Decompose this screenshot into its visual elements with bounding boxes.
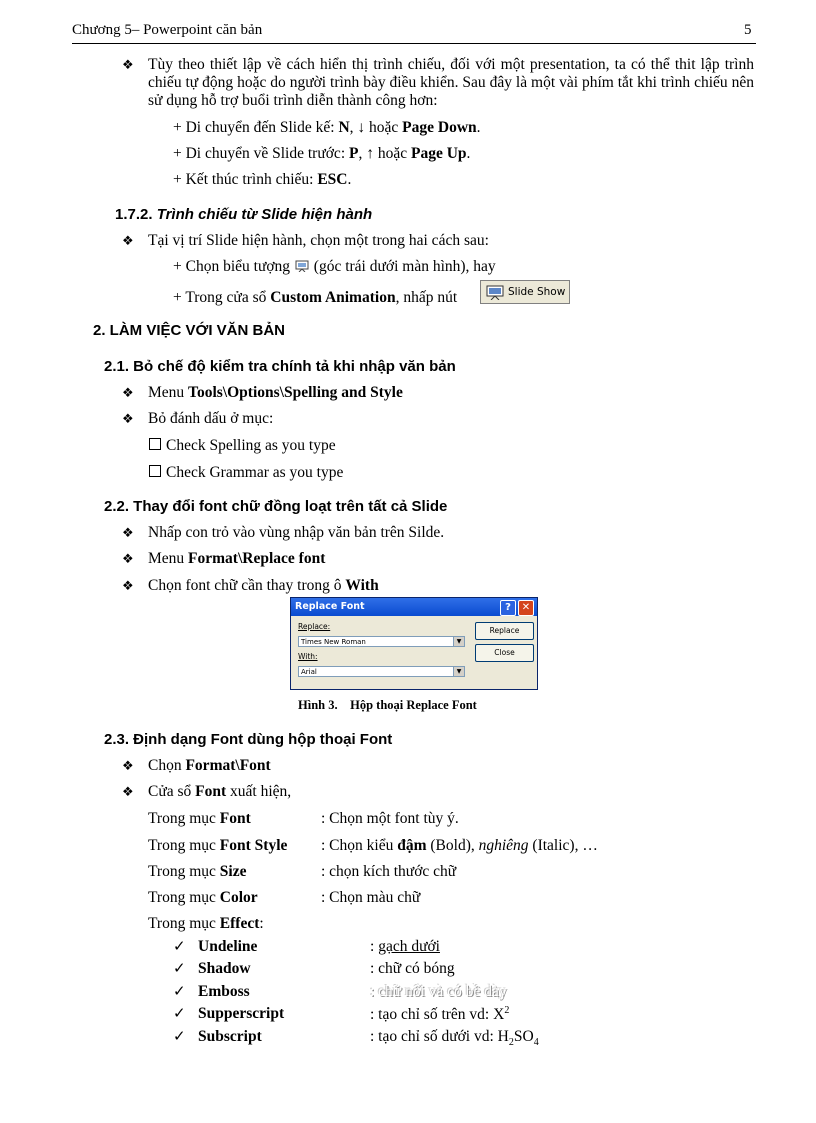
help-icon[interactable]: ? — [500, 600, 516, 616]
bullet-icon: ❖ — [122, 234, 134, 249]
with-select[interactable] — [298, 666, 465, 677]
uncheck-instruction: Bỏ đánh dấu ở mục: — [148, 410, 274, 427]
slideshow-icon — [295, 260, 309, 272]
slide-show-button-label: Slide Show — [508, 286, 566, 298]
bullet-icon: ❖ — [122, 526, 134, 541]
effect-superscript: Supperscript — [198, 1005, 285, 1022]
option-icon-line: + Chọn biểu tượng (góc trái dưới màn hình), hay — [173, 258, 496, 275]
effect-emboss-desc: : chữ nổi và có bề dày — [370, 983, 507, 1000]
close-button[interactable]: Close — [475, 644, 534, 662]
section-2-2-step2: Menu Format\Replace font — [148, 550, 326, 567]
header-rule — [72, 43, 756, 44]
page-number: 5 — [744, 22, 752, 38]
bullet-icon: ❖ — [122, 759, 134, 774]
option-button-line: + Trong cửa sổ Custom Animation, nhấp nút — [173, 289, 458, 306]
checkmark-icon: ✓ — [173, 959, 186, 977]
effect-undeline: Undeline — [198, 938, 258, 955]
effect-emboss: Emboss — [198, 983, 250, 1000]
size-row-desc: : chọn kích thước chữ — [321, 863, 457, 880]
checkbox-icon — [149, 465, 161, 477]
chevron-down-icon: ▼ — [453, 667, 464, 676]
font-style-row-desc: : Chọn kiểu đậm (Bold), nghiêng (Italic), … — [321, 837, 598, 854]
checkmark-icon: ✓ — [173, 1027, 186, 1045]
bullet-icon: ❖ — [122, 412, 134, 427]
checkmark-icon: ✓ — [173, 982, 186, 1000]
section-2-3-step1: Chọn Format\Font — [148, 757, 271, 774]
effect-subscript-desc: : tạo chỉ số dưới vd: $H_2SO_4$ — [370, 1028, 539, 1049]
effect-shadow-desc: : chữ có bóng — [370, 960, 455, 977]
color-row-desc: : Chọn màu chữ — [321, 889, 421, 906]
size-row-label: Trong mục Size — [148, 863, 247, 880]
close-icon[interactable]: ✕ — [518, 600, 534, 616]
check-spelling-item: Check Spelling as you type — [149, 437, 336, 455]
check-grammar-item: Check Grammar as you type — [149, 464, 343, 482]
section-1-7-2-heading: 1.7.2. Trình chiếu từ Slide hiện hành — [115, 206, 373, 223]
section-1-7-2-bullet: Tại vị trí Slide hiện hành, chọn một trong hai cách sau: — [148, 232, 489, 249]
font-row-label: Trong mục Font — [148, 810, 251, 827]
section-2-2-step3: Chọn font chữ cần thay trong ô With — [148, 577, 379, 594]
slide-show-button[interactable] — [480, 280, 570, 304]
with-select-value: Arial — [301, 668, 317, 676]
section-2-3-heading: 2.3. Định dạng Font dùng hộp thoại Font — [104, 731, 393, 748]
section-2-3-step2: Cửa sổ Font xuất hiện, — [148, 783, 292, 800]
slideshow-icon — [486, 285, 504, 300]
replace-button[interactable]: Replace — [475, 622, 534, 640]
effect-row-label: Trong mục Effect: — [148, 915, 264, 932]
replace-select[interactable] — [298, 636, 465, 647]
menu-tools-path: Menu Tools\Options\Spelling and Style — [148, 384, 403, 401]
bullet-icon: ❖ — [122, 579, 134, 594]
font-row-desc: : Chọn một font tùy ý. — [321, 810, 459, 827]
section-2-heading: 2. LÀM VIỆC VỚI VĂN BẢN — [93, 322, 285, 339]
replace-select-value: Times New Roman — [301, 638, 366, 646]
effect-undeline-desc: : gạch dưới — [370, 938, 440, 955]
checkmark-icon: ✓ — [173, 1004, 186, 1022]
checkbox-icon — [149, 438, 161, 450]
bullet-icon: ❖ — [122, 386, 134, 401]
shortcut-end: + Kết thúc trình chiếu: ESC. — [173, 171, 352, 188]
intro-paragraph: Tùy theo thiết lập về cách hiển thị trình chiếu, đối với một presentation, ta có thể thit lập trình chiếu tự động hoặc do người trình bày điều khiển. Sau đây là một vài phím tắt khi trình chiếu nên sử dụng hỗ trợ buổi trình diễn thành công hơn: — [148, 56, 754, 109]
font-style-row-label: Trong mục Font Style — [148, 837, 288, 854]
replace-label: Replace: — [298, 622, 331, 631]
checkmark-icon: ✓ — [173, 937, 186, 955]
chevron-down-icon: ▼ — [453, 637, 464, 646]
bullet-icon: ❖ — [122, 58, 134, 73]
section-2-2-step1: Nhấp con trỏ vào vùng nhập văn bản trên Silde. — [148, 524, 445, 541]
shortcut-next: + Di chuyển đến Slide kế: N, ↓ hoặc Page Down. — [173, 119, 481, 136]
figure-caption: Hình 3. Hộp thoại Replace Font — [298, 698, 477, 712]
dialog-title: Replace Font — [291, 598, 537, 616]
bullet-icon: ❖ — [122, 552, 134, 567]
replace-font-dialog — [290, 597, 538, 690]
shortcut-prev: + Di chuyển về Slide trước: P, ↑ hoặc Page Up. — [173, 145, 471, 162]
section-2-2-heading: 2.2. Thay đổi font chữ đồng loạt trên tất cả Slide — [104, 498, 448, 515]
effect-subscript: Subscript — [198, 1028, 262, 1045]
section-2-1-heading: 2.1. Bỏ chế độ kiểm tra chính tả khi nhập văn bản — [104, 358, 456, 375]
effect-superscript-desc: : tạo chỉ số trên vd: $X^2$ — [370, 1005, 510, 1024]
bullet-icon: ❖ — [122, 785, 134, 800]
effect-shadow: Shadow — [198, 960, 251, 977]
with-label: With: — [298, 652, 318, 661]
page-header-title: Chương 5– Powerpoint căn bản — [72, 22, 263, 38]
color-row-label: Trong mục Color — [148, 889, 258, 906]
